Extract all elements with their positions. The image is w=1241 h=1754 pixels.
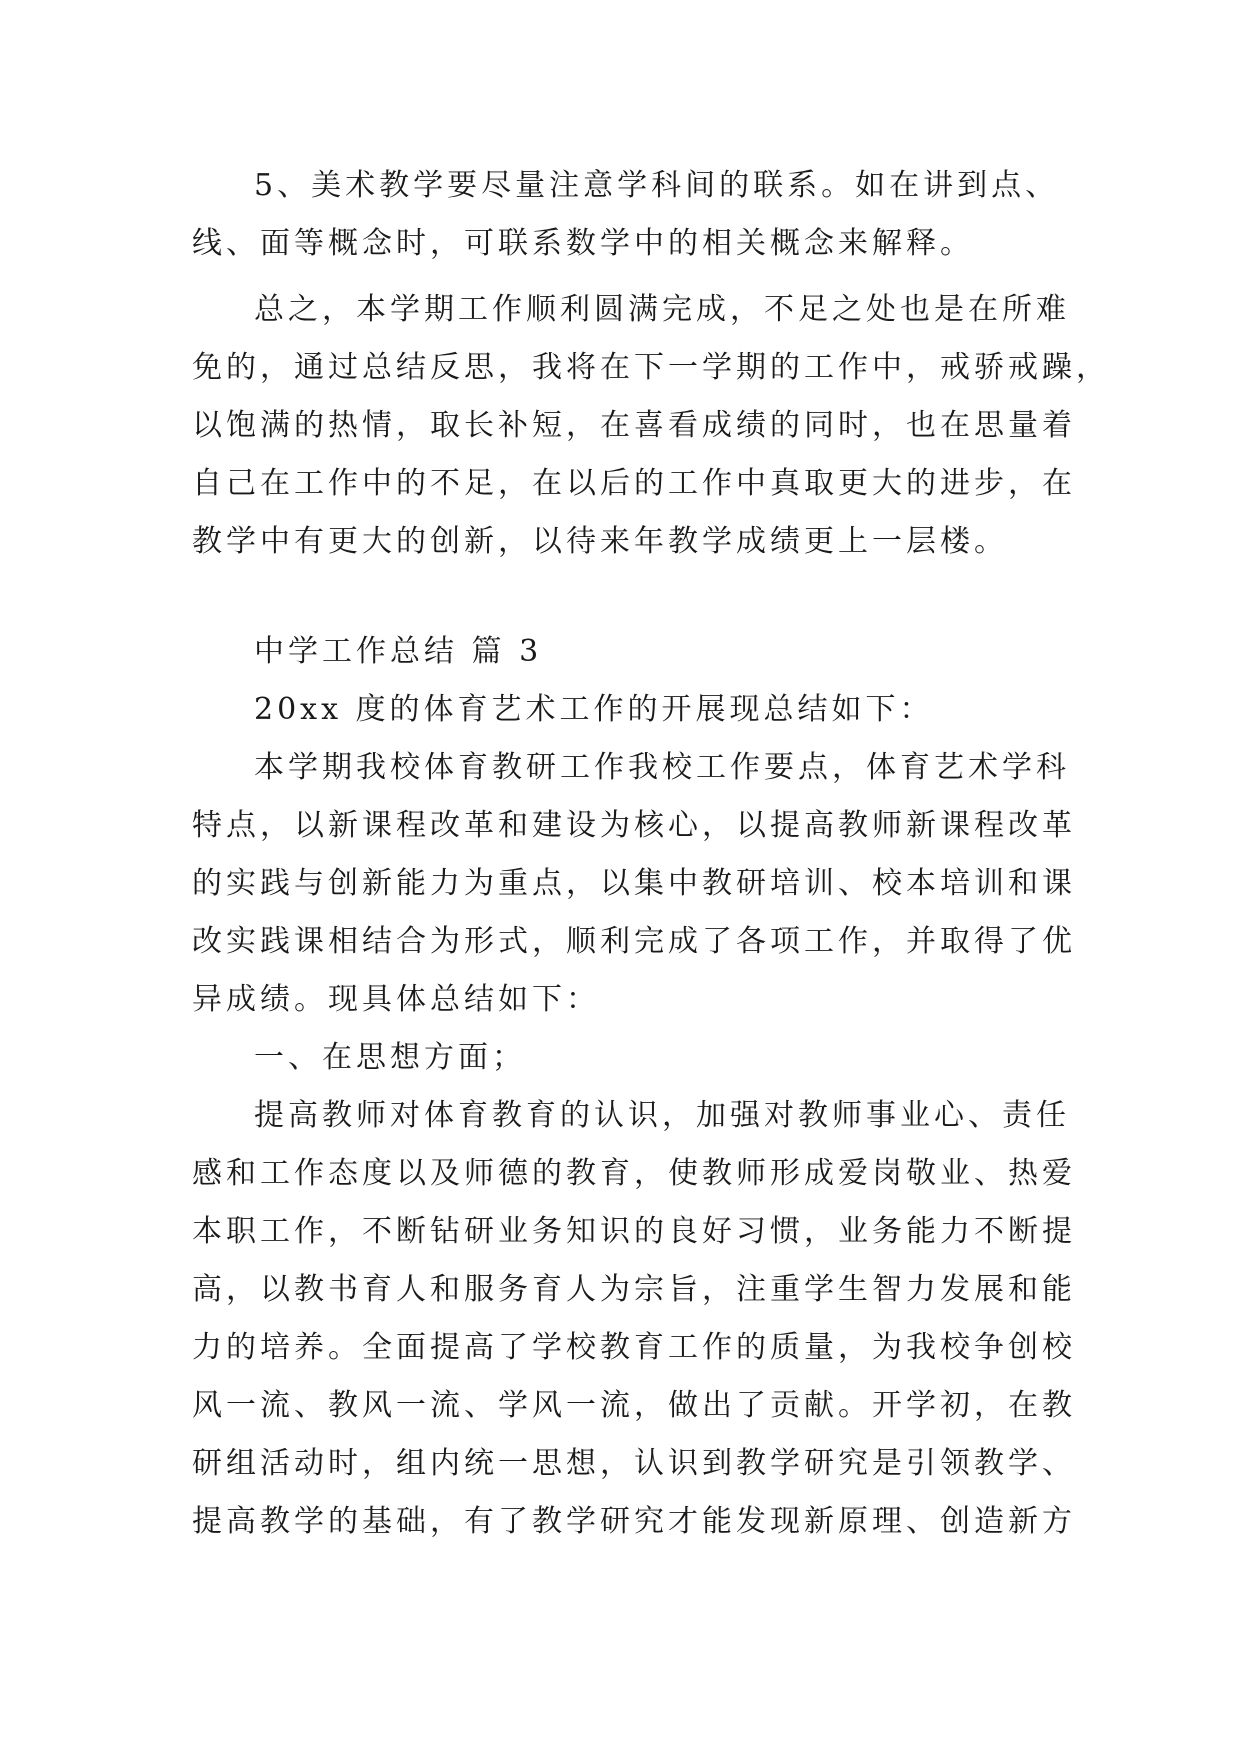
section-summary-3 bbox=[192, 623, 1076, 1551]
paragraph-line: 研组活动时，组内统一思想，认识到教学研究是引领教学、 bbox=[192, 1446, 1076, 1481]
paragraph-line: 改实践课相结合为形式，顺利完成了各项工作，并取得了优 bbox=[192, 924, 1076, 959]
section-heading: 中学工作总结 篇 3 bbox=[254, 634, 543, 669]
paragraph-line: 20xx 度的体育艺术工作的开展现总结如下： bbox=[254, 692, 934, 727]
paragraph-line: 异成绩。现具体总结如下： bbox=[192, 982, 600, 1017]
paragraph-line: 提高教学的基础，有了教学研究才能发现新原理、创造新方 bbox=[192, 1504, 1076, 1539]
paragraph-line: 提高教师对体育教育的认识，加强对教师事业心、责任 bbox=[254, 1098, 1070, 1133]
paragraph-line: 线、面等概念时，可联系数学中的相关概念来解释。 bbox=[192, 226, 974, 261]
paragraph-line: 自己在工作中的不足，在以后的工作中真取更大的进步，在 bbox=[192, 466, 1076, 501]
paragraph-line: 本学期我校体育教研工作我校工作要点，体育艺术学科 bbox=[254, 750, 1070, 785]
paragraph-line: 高，以教书育人和服务育人为宗旨，注重学生智力发展和能 bbox=[192, 1272, 1076, 1307]
paragraph-line: 总之，本学期工作顺利圆满完成，不足之处也是在所难 bbox=[254, 292, 1070, 327]
paragraph-line: 5、美术教学要尽量注意学科间的联系。如在讲到点、 bbox=[254, 168, 1060, 203]
paragraph-line: 风一流、教风一流、学风一流，做出了贡献。开学初，在教 bbox=[192, 1388, 1076, 1423]
paragraph-group-art-teaching bbox=[192, 157, 1110, 571]
paragraph-line: 免的，通过总结反思，我将在下一学期的工作中，戒骄戒躁， bbox=[192, 350, 1110, 385]
paragraph-line: 以饱满的热情，取长补短，在喜看成绩的同时，也在思量着 bbox=[192, 408, 1076, 443]
paragraph-line: 感和工作态度以及师德的教育，使教师形成爱岗敬业、热爱 bbox=[192, 1156, 1076, 1191]
paragraph-line: 特点，以新课程改革和建设为核心，以提高教师新课程改革 bbox=[192, 808, 1076, 843]
paragraph-line: 教学中有更大的创新，以待来年教学成绩更上一层楼。 bbox=[192, 524, 1008, 559]
subsection-heading: 一、在思想方面； bbox=[254, 1040, 526, 1075]
paragraph-line: 本职工作，不断钻研业务知识的良好习惯，业务能力不断提 bbox=[192, 1214, 1076, 1249]
paragraph-line: 的实践与创新能力为重点，以集中教研培训、校本培训和课 bbox=[192, 866, 1076, 901]
paragraph-line: 力的培养。全面提高了学校教育工作的质量，为我校争创校 bbox=[192, 1330, 1076, 1365]
